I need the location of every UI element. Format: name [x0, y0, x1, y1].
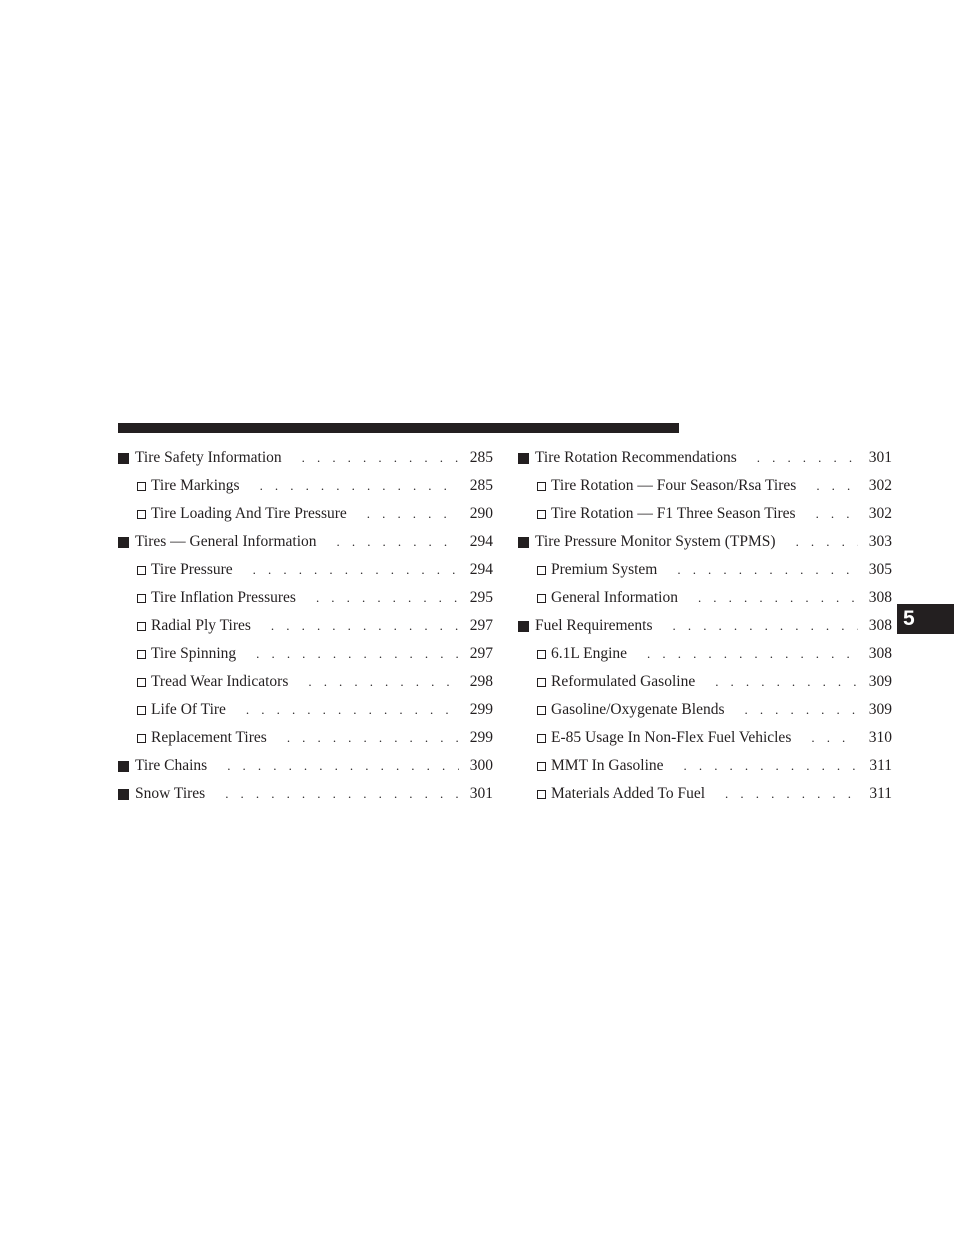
- dot-leader: [302, 450, 459, 466]
- dot-leader: [698, 590, 858, 606]
- toc-subsection-entry[interactable]: [118, 556, 493, 584]
- toc-entry-title: Reformulated Gasoline: [551, 673, 696, 690]
- toc-page-number: 301: [469, 785, 493, 802]
- toc-subsection-entry[interactable]: [518, 500, 892, 528]
- hollow-square-bullet-icon: [537, 482, 546, 491]
- toc-entry-title: Tire Rotation — F1 Three Season Tires: [551, 505, 796, 522]
- filled-square-bullet-icon: [518, 537, 529, 548]
- hollow-square-bullet-icon: [537, 706, 546, 715]
- dot-leader: [677, 562, 858, 578]
- toc-page-number: 290: [469, 505, 493, 522]
- toc-entry-title: Tire Chains: [135, 757, 208, 774]
- toc-page-number: 295: [469, 589, 493, 606]
- toc-section-entry[interactable]: [518, 612, 892, 640]
- toc-subsection-entry[interactable]: [118, 668, 493, 696]
- chapter-tab: [897, 604, 954, 634]
- toc-subsection-entry[interactable]: [118, 584, 493, 612]
- hollow-square-bullet-icon: [137, 566, 146, 575]
- toc-subsection-entry[interactable]: [518, 472, 892, 500]
- toc-subsection-entry[interactable]: [518, 724, 892, 752]
- chapter-number: 5: [903, 607, 915, 630]
- dot-leader: [647, 646, 858, 662]
- toc-entry-title: Tire Pressure: [151, 561, 233, 578]
- header-rule: [118, 423, 679, 433]
- toc-entry-title: Tire Loading And Tire Pressure: [151, 505, 347, 522]
- toc-subsection-entry[interactable]: [118, 472, 493, 500]
- hollow-square-bullet-icon: [537, 762, 546, 771]
- toc-entry-title: 6.1L Engine: [551, 645, 628, 662]
- toc-subsection-entry[interactable]: [518, 780, 892, 808]
- toc-entry-title: Replacement Tires: [151, 729, 267, 746]
- toc-entry-title: E-85 Usage In Non-Flex Fuel Vehicles: [551, 729, 792, 746]
- toc-entry-title: Tire Markings: [151, 477, 240, 494]
- toc-entry-title: MMT In Gasoline: [551, 757, 664, 774]
- hollow-square-bullet-icon: [137, 594, 146, 603]
- dot-leader: [227, 758, 459, 774]
- toc-page-number: 299: [469, 729, 493, 746]
- dot-leader: [796, 534, 858, 550]
- toc-entry-title: Gasoline/Oxygenate Blends: [551, 701, 725, 718]
- toc-page-number: 308: [868, 589, 892, 606]
- dot-leader: [316, 590, 459, 606]
- toc-subsection-entry[interactable]: [518, 640, 892, 668]
- toc-entry-title: Tire Pressure Monitor System (TPMS): [535, 533, 776, 550]
- hollow-square-bullet-icon: [537, 678, 546, 687]
- toc-section-entry[interactable]: [118, 528, 493, 556]
- toc-page-number: 294: [469, 561, 493, 578]
- toc-subsection-entry[interactable]: [118, 696, 493, 724]
- toc-entry-title: Life Of Tire: [151, 701, 226, 718]
- toc-page-number: 298: [469, 673, 493, 690]
- toc-subsection-entry[interactable]: [118, 500, 493, 528]
- toc-page-number: 308: [868, 645, 892, 662]
- toc-page-number: 302: [868, 477, 892, 494]
- toc-subsection-entry[interactable]: [518, 668, 892, 696]
- toc-page-number: 301: [868, 449, 892, 466]
- toc-page-number: 300: [469, 757, 493, 774]
- dot-leader: [725, 786, 858, 802]
- toc-entry-title: Snow Tires: [135, 785, 206, 802]
- toc-entry-title: General Information: [551, 589, 678, 606]
- toc-section-entry[interactable]: [518, 528, 892, 556]
- toc-entry-title: Radial Ply Tires: [151, 617, 251, 634]
- dot-leader: [684, 758, 858, 774]
- toc-page-number: 297: [469, 617, 493, 634]
- dot-leader: [367, 506, 459, 522]
- dot-leader: [816, 506, 858, 522]
- dot-leader: [744, 702, 858, 718]
- toc-entry-title: Tire Safety Information: [135, 449, 282, 466]
- toc-section-entry[interactable]: [118, 752, 493, 780]
- hollow-square-bullet-icon: [537, 566, 546, 575]
- toc-page-number: 303: [868, 533, 892, 550]
- dot-leader: [225, 786, 459, 802]
- toc-entry-title: Tire Inflation Pressures: [151, 589, 296, 606]
- toc-page-number: 294: [469, 533, 493, 550]
- toc-section-entry[interactable]: [118, 780, 493, 808]
- toc-page-number: 311: [869, 785, 892, 802]
- toc-subsection-entry[interactable]: [518, 584, 892, 612]
- toc-entry-title: Tire Rotation — Four Season/Rsa Tires: [551, 477, 797, 494]
- toc-page-number: 285: [469, 449, 493, 466]
- toc-entry-title: Tires — General Information: [135, 533, 317, 550]
- toc-entry-title: Materials Added To Fuel: [551, 785, 706, 802]
- toc-section-entry[interactable]: [518, 444, 892, 472]
- toc-subsection-entry[interactable]: [118, 640, 493, 668]
- toc-section-entry[interactable]: [118, 444, 493, 472]
- toc-subsection-entry[interactable]: [118, 612, 493, 640]
- toc-page-number: 285: [469, 477, 493, 494]
- toc-page-number: 308: [868, 617, 892, 634]
- dot-leader: [253, 562, 459, 578]
- toc-subsection-entry[interactable]: [518, 696, 892, 724]
- toc-page-number: 309: [868, 701, 892, 718]
- hollow-square-bullet-icon: [137, 678, 146, 687]
- hollow-square-bullet-icon: [137, 510, 146, 519]
- hollow-square-bullet-icon: [137, 650, 146, 659]
- toc-entry-title: Tread Wear Indicators: [151, 673, 289, 690]
- hollow-square-bullet-icon: [537, 510, 546, 519]
- toc-page-number: 309: [868, 673, 892, 690]
- dot-leader: [260, 478, 459, 494]
- hollow-square-bullet-icon: [537, 790, 546, 799]
- dot-leader: [715, 674, 858, 690]
- filled-square-bullet-icon: [118, 537, 129, 548]
- toc-page-number: 311: [869, 757, 892, 774]
- hollow-square-bullet-icon: [537, 734, 546, 743]
- filled-square-bullet-icon: [118, 761, 129, 772]
- hollow-square-bullet-icon: [137, 622, 146, 631]
- filled-square-bullet-icon: [118, 453, 129, 464]
- hollow-square-bullet-icon: [137, 734, 146, 743]
- toc-page-number: 310: [868, 729, 892, 746]
- dot-leader: [673, 618, 858, 634]
- dot-leader: [308, 674, 459, 690]
- dot-leader: [271, 618, 459, 634]
- filled-square-bullet-icon: [118, 789, 129, 800]
- dot-leader: [337, 534, 459, 550]
- toc-page-number: 302: [868, 505, 892, 522]
- filled-square-bullet-icon: [518, 621, 529, 632]
- hollow-square-bullet-icon: [537, 594, 546, 603]
- toc-page-number: 305: [868, 561, 892, 578]
- toc-page-number: 297: [469, 645, 493, 662]
- dot-leader: [816, 478, 858, 494]
- toc-entry-title: Fuel Requirements: [535, 617, 653, 634]
- filled-square-bullet-icon: [518, 453, 529, 464]
- hollow-square-bullet-icon: [537, 650, 546, 659]
- toc-left-column: [118, 444, 493, 808]
- toc-entry-title: Tire Spinning: [151, 645, 237, 662]
- toc-subsection-entry[interactable]: [518, 752, 892, 780]
- toc-right-column: [518, 444, 892, 808]
- dot-leader: [757, 450, 858, 466]
- toc-subsection-entry[interactable]: [518, 556, 892, 584]
- hollow-square-bullet-icon: [137, 482, 146, 491]
- hollow-square-bullet-icon: [137, 706, 146, 715]
- dot-leader: [256, 646, 459, 662]
- dot-leader: [811, 730, 858, 746]
- toc-entry-title: Tire Rotation Recommendations: [535, 449, 737, 466]
- dot-leader: [246, 702, 459, 718]
- dot-leader: [287, 730, 459, 746]
- toc-page-number: 299: [469, 701, 493, 718]
- toc-entry-title: Premium System: [551, 561, 658, 578]
- toc-subsection-entry[interactable]: [118, 724, 493, 752]
